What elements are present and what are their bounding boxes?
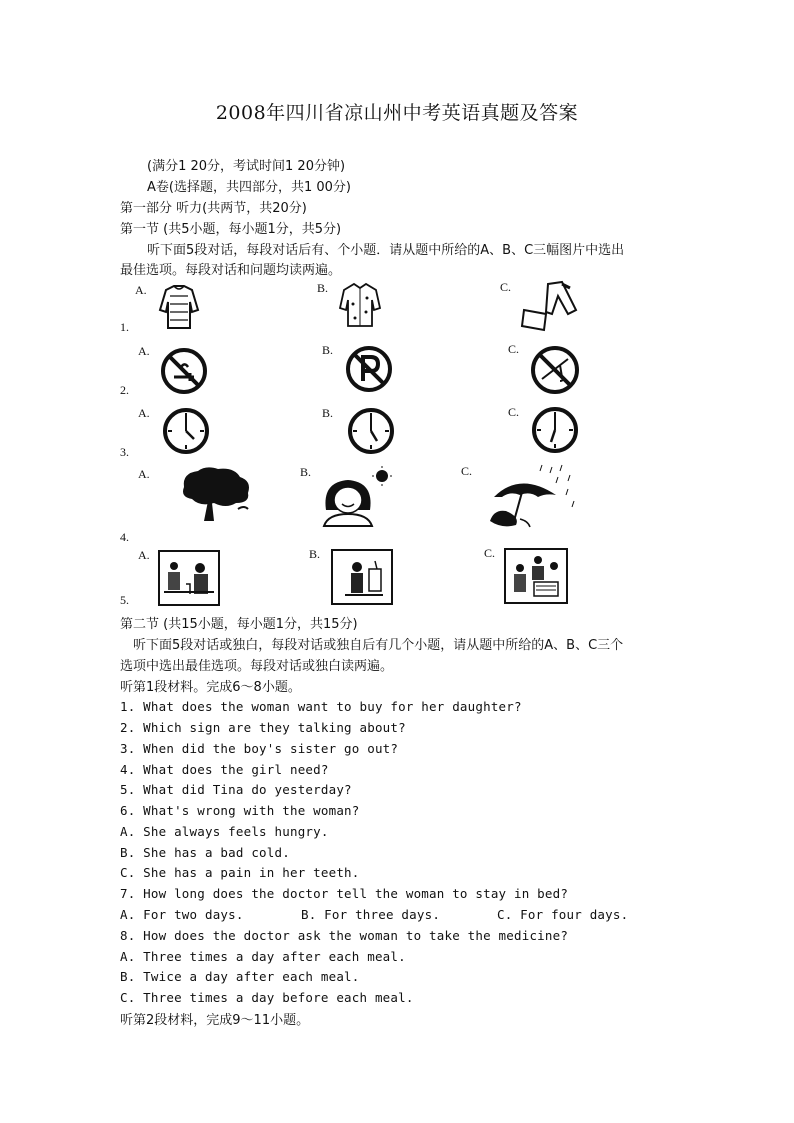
- material2-heading: 听第2段材料，完成9～11小题。: [120, 1013, 310, 1028]
- score-info: (满分1 20分，考试时间1 20分钟): [147, 159, 346, 174]
- row5-option-c-label: C.: [484, 546, 496, 560]
- row5-number: 5.: [120, 593, 129, 607]
- clock-c-icon: [531, 406, 579, 454]
- scene-c-picture: [504, 548, 568, 604]
- row4-option-a-label: A.: [138, 467, 150, 481]
- scene-b-picture: [331, 549, 393, 605]
- row1-option-b-label: B.: [317, 281, 329, 295]
- row3-number: 3.: [120, 445, 129, 459]
- row1-number: 1.: [120, 320, 129, 334]
- clock-b-icon: [347, 407, 395, 455]
- question-7-option-b: B. For three days.: [301, 907, 441, 922]
- question-6-option-a: A. She always feels hungry.: [120, 824, 329, 839]
- row4-option-b-label: B.: [300, 465, 312, 479]
- row3-option-b-label: B.: [322, 406, 334, 420]
- tree-icon: [178, 465, 254, 523]
- section1-heading: 第一节 (共5小题，每小题1分，共5分): [120, 222, 342, 237]
- section1-instruction-line2: 最佳选项。每段对话和问题均读两遍。: [120, 263, 342, 278]
- page-title: 2008年四川省凉山州中考英语真题及答案: [215, 102, 579, 124]
- question-8: 8. How does the doctor ask the woman to take the medicine?: [120, 928, 569, 943]
- clock-a-icon: [162, 407, 210, 455]
- row1-option-a-label: A.: [135, 283, 147, 297]
- row2-number: 2.: [120, 383, 129, 397]
- row3-option-c-label: C.: [508, 405, 520, 419]
- question-3: 3. When did the boy's sister go out?: [120, 741, 399, 756]
- row2-option-a-label: A.: [138, 344, 150, 358]
- question-8-option-a: A. Three times a day after each meal.: [120, 949, 406, 964]
- shirt-icon: [338, 282, 382, 330]
- section2-instruction-line2: 选项中选出最佳选项。每段对话或独白读两遍。: [120, 659, 394, 674]
- umbrella-rain-icon: [480, 463, 578, 531]
- no-fishing-sign-icon: [530, 345, 580, 395]
- question-6-option-c: C. She has a pain in her teeth.: [120, 865, 360, 880]
- section1-instruction-line1: 听下面5段对话，每段对话后有、个小题．请从题中所给的A、B、C三幅图片中选出: [147, 243, 625, 258]
- section2-instruction-line1: 听下面5段对话或独白，每段对话或独自后有几个小题，请从题中所给的A、B、C三个: [133, 638, 624, 653]
- girl-sun-icon: [318, 466, 398, 528]
- part1-heading: 第一部分 听力(共两节，共20分): [120, 201, 307, 216]
- row3-option-a-label: A.: [138, 406, 150, 420]
- paper-a-info: A卷(选择题，共四部分，共1 00分): [147, 180, 351, 195]
- trousers-icon: [518, 280, 584, 334]
- question-8-option-c: C. Three times a day before each meal.: [120, 990, 414, 1005]
- question-7-option-c: C. For four days.: [497, 907, 629, 922]
- question-5: 5. What did Tina do yesterday?: [120, 782, 352, 797]
- question-6: 6. What's wrong with the woman?: [120, 803, 360, 818]
- scene-a-picture: [158, 550, 220, 606]
- row4-number: 4.: [120, 530, 129, 544]
- question-2: 2. Which sign are they talking about?: [120, 720, 406, 735]
- no-smoking-sign-icon: [160, 347, 208, 395]
- no-parking-sign-icon: [345, 345, 393, 393]
- question-8-option-b: B. Twice a day after each meal.: [120, 969, 360, 984]
- question-1: 1. What does the woman want to buy for her daughter?: [120, 699, 522, 714]
- row2-option-c-label: C.: [508, 342, 520, 356]
- question-7: 7. How long does the doctor tell the woman to stay in bed?: [120, 886, 569, 901]
- row1-option-c-label: C.: [500, 280, 512, 294]
- row2-option-b-label: B.: [322, 343, 334, 357]
- question-6-option-b: B. She has a bad cold.: [120, 845, 290, 860]
- row4-option-c-label: C.: [461, 464, 473, 478]
- question-7-option-a: A. For two days.: [120, 907, 244, 922]
- question-4: 4. What does the girl need?: [120, 762, 329, 777]
- section2-heading: 第二节 (共15小题，每小题1分，共15分): [120, 617, 358, 632]
- sweater-icon: [158, 284, 200, 332]
- row5-option-a-label: A.: [138, 548, 150, 562]
- material1-heading: 听第1段材料。完成6～8小题。: [120, 680, 301, 695]
- row5-option-b-label: B.: [309, 547, 321, 561]
